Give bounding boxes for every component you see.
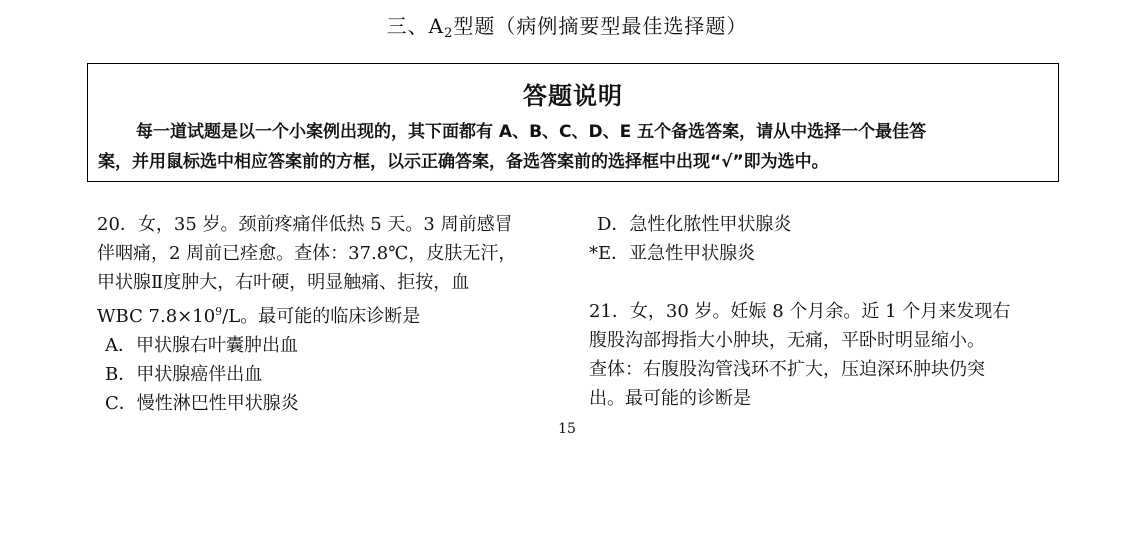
left-column <box>97 210 542 418</box>
q20-option-c[interactable]: C．慢性淋巴性甲状腺炎 <box>105 393 299 414</box>
q20-option-d[interactable]: D．急性化脓性甲状腺炎 <box>597 214 792 235</box>
instruction-line-2: 案，并用鼠标选中相应答案前的方框，以示正确答案，备选答案前的选择框中出现“√”即为选中。 <box>98 152 829 172</box>
q21-stem-line-3: 查体：右腹股沟管浅环不扩大，压迫深环肿块仍突 <box>589 359 985 380</box>
q20-stem-end: /L。最可能的临床诊断是 <box>222 306 421 327</box>
q21-stem-line-1: 21．女，30 岁。妊娠 8 个月余。近 1 个月来发现右 <box>589 301 1011 322</box>
q20-option-b[interactable]: B．甲状腺癌伴出血 <box>105 364 263 385</box>
instruction-heading: 答题说明 <box>523 82 623 110</box>
section-title-subscript: 2 <box>444 26 454 41</box>
question-spacer <box>589 268 1034 297</box>
page-number: 15 <box>558 421 576 437</box>
q20-option-e[interactable]: *E．亚急性甲状腺炎 <box>589 243 756 264</box>
section-title-suffix: 型题（病例摘要型最佳选择题） <box>453 14 748 38</box>
right-column <box>589 210 1034 413</box>
q20-wbc-text: WBC 7.8×10 <box>97 306 216 327</box>
section-title <box>0 10 1134 39</box>
q20-stem-line-3: 甲状腺Ⅱ度肿大，右叶硬，明显触痛、拒按，血 <box>97 272 470 293</box>
q20-stem-line-1: 20．女，35 岁。颈前疼痛伴低热 5 天。3 周前感冒 <box>97 214 513 235</box>
q20-stem-line-2: 伴咽痛，2 周前已痊愈。查体：37.8℃，皮肤无汗， <box>97 243 517 264</box>
instruction-line-1: 每一道试题是以一个小案例出现的，其下面都有 A、B、C、D、E 五个备选答案，请从中选择一个最佳答 <box>136 122 927 142</box>
section-title-prefix: 三、A <box>386 14 445 38</box>
q21-stem-line-4: 出。最可能的诊断是 <box>589 388 751 409</box>
instruction-box <box>87 63 1059 182</box>
instruction-body <box>88 117 1058 177</box>
q20-option-a[interactable]: A．甲状腺右叶囊肿出血 <box>105 335 298 356</box>
q20-stem-line-4 <box>97 297 542 331</box>
q21-stem-line-2: 腹股沟部拇指大小肿块，无痛，平卧时明显缩小。 <box>589 330 985 351</box>
q20-wbc-exponent: 9 <box>215 305 223 318</box>
